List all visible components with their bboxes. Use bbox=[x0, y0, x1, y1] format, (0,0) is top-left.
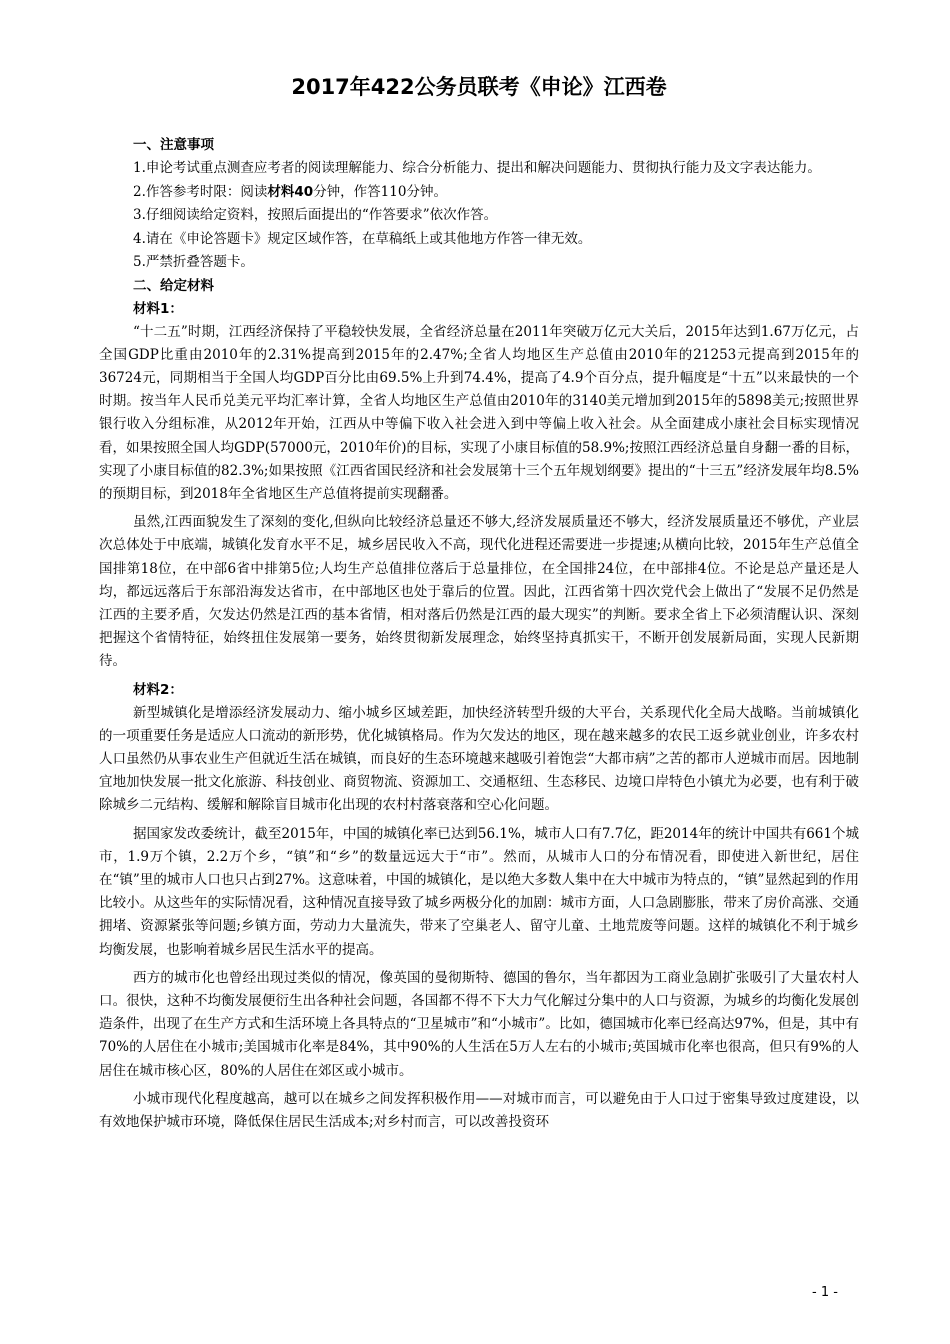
material-heading: 材料2： bbox=[133, 681, 183, 698]
section-heading-materials: 二、给定材料 bbox=[133, 277, 214, 294]
material-paragraph: “十二五”时期，江西经济保持了平稳较快发展，全省经济总量在2011年突破万亿元大关后，2015年达到1.67万亿元，占全国GDP比重由2010年的2.31%提高到2015年的2.47%;全省人均地区生产总值由2010年的21253元提高到2015年的36724元，同期相当于全国人均GDP百分比由69.5%上升到74.4%，提高了4.9个百分点，提升幅度是“十五”以来最快的一个时期。按当年人民币兑美元平均汇率计算，全省人均地区生产总值由2010年的3140美元增加到2015年的5898美元;按照世界银行收入分组标准，从2012年开始，江西从中等偏下收入社会进入到中等偏上收入社会。从全面建成小康社会目标实现情况看，如果按照全国人均GDP(57000元，2010年价)的目标，实现了小康目标值的58.9%;按照江西经济总量自身翻一番的目标，实现了小康目标值的82.3%;如果按照《江西省国民经济和社会发展第十三个五年规划纲要》提出的“十三五”经济发展年均8.5%的预期目标，到2018年全省地区生产总值将提前实现翻番。 bbox=[99, 323, 859, 502]
material-paragraph: 新型城镇化是增添经济发展动力、缩小城乡区域差距，加快经济转型升级的大平台，关系现代化全局大战略。当前城镇化的一项重要任务是适应人口流动的新形势，优化城镇格局。作为欠发达的地区，现在越来越多的农民工返乡就业创业，许多农村人口虽然仍从事农业生产但就近生活在城镇，而良好的生态环境越来越吸引着饱尝“大都市病”之苦的都市人逆城市而居。因地制宜地加快发展一批文化旅游、科技创业、商贸物流、资源加工、交通枢纽、生态移民、边境口岸特色小镇尤为必要，也有利于破除城乡二元结构、缓解和解除盲目城市化出现的农村村落衰落和空心化问题。 bbox=[99, 704, 859, 814]
note-item: 5.严禁折叠答题卡。 bbox=[133, 254, 254, 270]
note-item: 4.请在《申论答题卡》规定区域作答，在草稿纸上或其他地方作答一律无效。 bbox=[133, 230, 592, 247]
material-paragraph: 据国家发改委统计，截至2015年，中国的城镇化率已达到56.1%，城市人口有7.7亿，距2014年的统计中国共有661个城市，1.9万个镇，2.2万个乡，“镇”和“乡”的数量远远大于“市”。然而，从城市人口的分布情况看，即使进入新世纪，居住在“镇”里的城市人口也只占到27%。这意味着，中国的城镇化，是以绝大多数人集中在大中城市为特点的，“镇”显然起到的作用比较小。从这些年的实际情况看，这种情况直接导致了城乡两极分化的加剧：城市方面，人口急剧膨胀，带来了房价高涨、交通拥堵、资源紧张等问题;乡镇方面，劳动力大量流失，带来了空巢老人、留守儿童、土地荒废等问题。这样的城镇化不利于城乡均衡发展，也影响着城乡居民生活水平的提高。 bbox=[99, 825, 859, 958]
note-item-prefix: 2.作答参考时限：阅读 bbox=[133, 183, 268, 200]
section-heading-notes: 一、注意事项 bbox=[133, 137, 214, 153]
material-paragraph: 虽然,江西面貌发生了深刻的变化,但纵向比较经济总量还不够大,经济发展质量还不够大，经济发展质量还不够优，产业层次总体处于中底端，城镇化发育水平不足，城乡居民收入不高，现代化进程还需要进一步提速;从横向比较，2015年生产总值全国排第18位，在中部6省中排第5位;人均生产总值排位落后于总量排位，在全国排24位，在中部排4位。不论是总产量还是人均，都远远落后于东部沿海发达省市，在中部地区也处于靠后的位置。因此，江西省第十四次党代会上做出了“发展不足仍然是江西的主要矛盾，欠发达仍然是江西的基本省情，相对落后仍然是江西的最大现实”的判断。要求全省上下必须清醒认识、深刻把握这个省情特征，始终扭住发展第一要务，始终贯彻新发展理念，始终坚持真抓实干，不断开创发展新局面，实现人民新期待。 bbox=[99, 514, 859, 670]
document-title: 2017年422公务员联考《申论》江西卷 bbox=[291, 75, 667, 99]
note-item-bold: 材料40 bbox=[267, 183, 314, 200]
note-item: 1.申论考试重点测查应考者的阅读理解能力、综合分析能力、提出和解决问题能力、贯彻执行能力及文字表达能力。 bbox=[133, 160, 821, 176]
material-paragraph: 小城市现代化程度越高，越可以在城乡之间发挥积极作用——对城市而言，可以避免由于人口过于密集导致过度建设，以有效地保护城市环境，降低保住居民生活成本;对乡村而言，可以改善投资环 bbox=[99, 1090, 859, 1130]
note-item-suffix: 分钟，作答110分钟。 bbox=[313, 183, 447, 200]
note-item bbox=[99, 181, 859, 205]
material-paragraph: 西方的城市化也曾经出现过类似的情况，像英国的曼彻斯特、德国的鲁尔，当年都因为工商业急剧扩张吸引了大量农村人口。很快，这种不均衡发展便衍生出各种社会问题，各国都不得不下大力气化解过分集中的人口与资源，为城乡的均衡化发展创造条件，出现了在生产方式和生活环境上各具特点的“卫星城市”和“小城市”。比如，德国城市化率已经高达97%，但是，其中有70%的人居住在小城市;美国城市化率是84%，其中90%的人生活在5万人左右的小城市;英国城市化率也很高，但只有9%的人居住在城市核心区，80%的人居住在郊区或小城市。 bbox=[99, 969, 859, 1079]
material-heading: 材料1： bbox=[133, 300, 183, 317]
page-number: - 1 - bbox=[812, 1285, 838, 1300]
document-page bbox=[99, 72, 859, 1139]
note-item: 3.仔细阅读给定资料，按照后面提出的“作答要求”依次作答。 bbox=[133, 207, 498, 223]
